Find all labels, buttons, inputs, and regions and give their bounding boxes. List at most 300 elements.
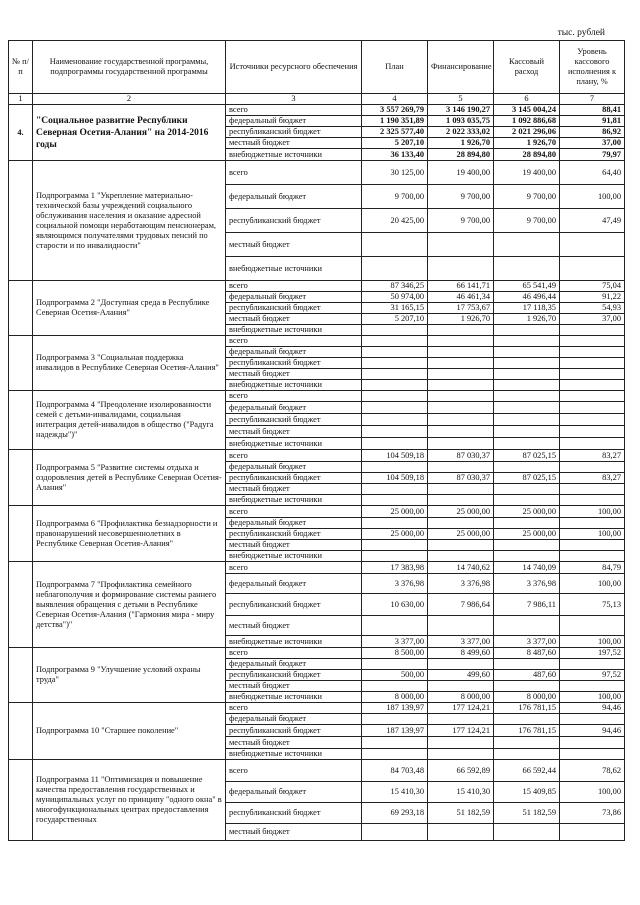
cash-value: 3 377,00 [494,636,560,648]
cash-value [494,347,560,358]
row-number [9,391,33,450]
cash-value: 8 000,00 [494,692,560,703]
financing-value [428,659,494,670]
execution-percent [560,551,625,562]
plan-value [362,369,428,380]
plan-value [362,325,428,336]
funding-source: федеральный бюджет [226,292,362,303]
program-name: Подпрограмма 6 "Профилактика безнадзорности и правонарушений несовершеннолетних в Республике Северная Осетия-Алания" [33,506,226,562]
plan-value [362,540,428,551]
plan-value: 25 000,00 [362,529,428,540]
financing-value [428,325,494,336]
cash-value: 25 000,00 [494,529,560,540]
row-number: 4. [9,105,33,161]
execution-percent: 100,00 [560,185,625,209]
financing-value: 28 894,80 [428,149,494,161]
funding-source: местный бюджет [226,737,362,749]
program-name: Подпрограмма 11 "Оптимизация и повышение качества предоставления государственных и муниципальных услуг по принципу "одного окна" в многофункциональных центрах предоставления государственных [33,760,226,841]
funding-source: республиканский бюджет [226,803,362,824]
execution-percent: 78,62 [560,760,625,782]
cash-value [494,749,560,760]
financing-value: 9 700,00 [428,209,494,233]
financing-value [428,714,494,725]
cash-value: 1 092 886,68 [494,116,560,127]
row-number [9,648,33,703]
table-body [9,105,625,841]
plan-value: 2 325 577,40 [362,127,428,138]
financing-value: 14 740,62 [428,562,494,574]
funding-source: всего [226,506,362,518]
plan-value [362,495,428,506]
funding-source: федеральный бюджет [226,782,362,803]
row-number [9,703,33,760]
financing-value [428,369,494,380]
cash-value [494,257,560,281]
funding-source: местный бюджет [226,369,362,380]
execution-percent [560,380,625,391]
financing-value [428,551,494,562]
execution-percent [560,414,625,426]
cash-value: 15 409,85 [494,782,560,803]
execution-percent: 100,00 [560,574,625,594]
col-number: 6 [494,94,560,105]
header-no: № п/п [9,41,33,94]
plan-value: 15 410,30 [362,782,428,803]
funding-source: местный бюджет [226,233,362,257]
financing-value: 2 022 333,02 [428,127,494,138]
plan-value [362,347,428,358]
execution-percent [560,257,625,281]
plan-value: 36 133,40 [362,149,428,161]
financing-value [428,484,494,495]
execution-percent [560,714,625,725]
cash-value: 65 541,49 [494,281,560,292]
program-name: Подпрограмма 9 "Улучшение условий охраны труда" [33,648,226,703]
program-name: Подпрограмма 7 "Профилактика семейного неблагополучия и формирование системы раннего выявления обращения с детьми в Республике Северная Осетия-Алания ("Гармония мира - миру детства")" [33,562,226,648]
execution-percent: 75,13 [560,594,625,616]
financing-value: 19 400,00 [428,161,494,185]
cash-value: 9 700,00 [494,209,560,233]
financing-value: 66 141,71 [428,281,494,292]
plan-value [362,336,428,347]
financing-value [428,391,494,402]
funding-source: всего [226,450,362,462]
plan-value [362,737,428,749]
execution-percent: 75,04 [560,281,625,292]
header-source: Источники ресурсного обеспечения [226,41,362,94]
funding-source: внебюджетные источники [226,495,362,506]
financing-value: 3 377,00 [428,636,494,648]
execution-percent: 54,93 [560,303,625,314]
funding-source: внебюджетные источники [226,636,362,648]
program-name: Подпрограмма 1 "Укрепление материально-технической базы учреждений социального обслуживания населения и оказание адресной социальной помощи неработающим пенсионерам, являющимся получателями трудовых пенсий по старости и по инвалидности" [33,161,226,281]
plan-value [362,681,428,692]
col-number: 4 [362,94,428,105]
cash-value: 487,60 [494,670,560,681]
cash-value: 1 926,70 [494,138,560,149]
row-number [9,506,33,562]
plan-value [362,551,428,562]
execution-percent: 100,00 [560,529,625,540]
financing-value [428,438,494,450]
plan-value [362,714,428,725]
funding-source: местный бюджет [226,540,362,551]
financing-value [428,540,494,551]
execution-percent: 94,46 [560,725,625,737]
table-row [9,562,625,574]
cash-value [494,495,560,506]
funding-source: федеральный бюджет [226,659,362,670]
plan-value: 3 557 269,79 [362,105,428,116]
plan-value [362,402,428,414]
table-row [9,703,625,714]
execution-percent [560,336,625,347]
cash-value: 176 781,15 [494,725,560,737]
plan-value: 3 376,98 [362,574,428,594]
execution-percent: 100,00 [560,782,625,803]
cash-value [494,681,560,692]
cash-value [494,402,560,414]
plan-value: 20 425,00 [362,209,428,233]
funding-source: внебюджетные источники [226,551,362,562]
funding-source: внебюджетные источники [226,692,362,703]
execution-percent: 97,52 [560,670,625,681]
plan-value [362,380,428,391]
funding-source: федеральный бюджет [226,347,362,358]
execution-percent [560,659,625,670]
funding-source: местный бюджет [226,314,362,325]
funding-source: республиканский бюджет [226,303,362,314]
cash-value: 1 926,70 [494,314,560,325]
execution-percent [560,462,625,473]
funding-source: республиканский бюджет [226,127,362,138]
funding-source: всего [226,760,362,782]
funding-source: республиканский бюджет [226,670,362,681]
table-row [9,506,625,518]
execution-percent [560,540,625,551]
financing-value [428,233,494,257]
funding-source: республиканский бюджет [226,529,362,540]
funding-source: федеральный бюджет [226,185,362,209]
execution-percent: 88,41 [560,105,625,116]
plan-value [362,749,428,760]
funding-source: всего [226,703,362,714]
financing-value: 499,60 [428,670,494,681]
table-row [9,391,625,402]
financing-value: 66 592,89 [428,760,494,782]
col-number: 3 [226,94,362,105]
plan-value: 10 630,00 [362,594,428,616]
header-financing: Финансирование [428,41,494,94]
cash-value: 17 118,35 [494,303,560,314]
execution-percent: 47,49 [560,209,625,233]
plan-value: 9 700,00 [362,185,428,209]
execution-percent [560,391,625,402]
funding-source: всего [226,391,362,402]
funding-source: федеральный бюджет [226,402,362,414]
financing-value: 177 124,21 [428,703,494,714]
funding-source: республиканский бюджет [226,358,362,369]
row-number [9,760,33,841]
financing-value: 8 000,00 [428,692,494,703]
cash-value: 7 986,11 [494,594,560,616]
cash-value: 46 496,44 [494,292,560,303]
financing-value [428,824,494,841]
execution-percent: 64,40 [560,161,625,185]
financing-value: 17 753,67 [428,303,494,314]
header-cash: Кассовый расход [494,41,560,94]
cash-value [494,714,560,725]
financing-value: 3 376,98 [428,574,494,594]
funding-source: местный бюджет [226,138,362,149]
plan-value [362,358,428,369]
plan-value: 5 207,10 [362,314,428,325]
execution-percent: 86,92 [560,127,625,138]
financing-value [428,518,494,529]
plan-value: 5 207,10 [362,138,428,149]
table-row [9,281,625,292]
execution-percent [560,616,625,636]
execution-percent: 91,81 [560,116,625,127]
funding-source: федеральный бюджет [226,116,362,127]
table-row [9,648,625,659]
funding-source: внебюджетные источники [226,438,362,450]
cash-value: 14 740,09 [494,562,560,574]
financing-value: 25 000,00 [428,506,494,518]
col-number: 2 [33,94,226,105]
funding-source: федеральный бюджет [226,574,362,594]
plan-value: 69 293,18 [362,803,428,824]
program-name: Подпрограмма 3 "Социальная поддержка инвалидов в Республике Северная Осетия-Алания" [33,336,226,391]
row-number [9,562,33,648]
execution-percent [560,824,625,841]
financing-value: 15 410,30 [428,782,494,803]
program-name: Подпрограмма 4 "Преодоление изолированности семей с детьми-инвалидами, социальная интеграция детей-инвалидов в общество ("Радуга надежды")" [33,391,226,450]
table-row [9,450,625,462]
execution-percent [560,369,625,380]
cash-value: 25 000,00 [494,506,560,518]
financing-value: 87 030,37 [428,450,494,462]
plan-value: 104 509,18 [362,450,428,462]
cash-value: 8 487,60 [494,648,560,659]
financing-value [428,462,494,473]
header-name: Наименование государственной программы, подпрограммы государственной программы [33,41,226,94]
cash-value [494,233,560,257]
plan-value: 187 139,97 [362,703,428,714]
funding-source: внебюджетные источники [226,380,362,391]
financing-value: 3 146 190,27 [428,105,494,116]
funding-source: федеральный бюджет [226,518,362,529]
cash-value [494,540,560,551]
funding-source: федеральный бюджет [226,714,362,725]
plan-value [362,824,428,841]
funding-source: всего [226,336,362,347]
plan-value: 1 190 351,89 [362,116,428,127]
financing-value [428,414,494,426]
row-number [9,281,33,336]
plan-value: 104 509,18 [362,473,428,484]
plan-value [362,616,428,636]
program-name: "Социальное развитие Республики Северная Осетия-Алания" на 2014-2016 годы [33,105,226,161]
cash-value [494,380,560,391]
cash-value [494,737,560,749]
financing-value: 8 499,60 [428,648,494,659]
execution-percent: 73,86 [560,803,625,824]
table-row [9,336,625,347]
execution-percent: 37,00 [560,138,625,149]
plan-value: 3 377,00 [362,636,428,648]
cash-value [494,824,560,841]
cash-value: 28 894,80 [494,149,560,161]
cash-value: 9 700,00 [494,185,560,209]
execution-percent: 91,22 [560,292,625,303]
plan-value: 8 500,00 [362,648,428,659]
financing-value [428,380,494,391]
financing-value: 1 093 035,75 [428,116,494,127]
financing-value: 51 182,59 [428,803,494,824]
plan-value [362,518,428,529]
cash-value [494,325,560,336]
cash-value [494,358,560,369]
execution-percent: 100,00 [560,506,625,518]
execution-percent: 100,00 [560,692,625,703]
funding-source: всего [226,161,362,185]
plan-value: 8 000,00 [362,692,428,703]
financing-value: 7 986,64 [428,594,494,616]
funding-source: местный бюджет [226,426,362,438]
execution-percent: 83,27 [560,473,625,484]
cash-value [494,369,560,380]
funding-source: всего [226,562,362,574]
col-number: 1 [9,94,33,105]
execution-percent: 94,46 [560,703,625,714]
funding-source: республиканский бюджет [226,209,362,233]
financing-value [428,681,494,692]
row-number [9,161,33,281]
cash-value: 19 400,00 [494,161,560,185]
unit-label: тыс. рублей [557,28,605,38]
execution-percent [560,233,625,257]
financing-value: 25 000,00 [428,529,494,540]
funding-source: всего [226,105,362,116]
plan-value: 50 974,00 [362,292,428,303]
execution-percent [560,347,625,358]
row-number [9,336,33,391]
funding-source: местный бюджет [226,484,362,495]
funding-source: местный бюджет [226,616,362,636]
row-number [9,450,33,506]
execution-percent [560,737,625,749]
program-name: Подпрограмма 5 "Развитие системы отдыха и оздоровления детей в Республике Северная Осетия-Алания" [33,450,226,506]
plan-value [362,462,428,473]
plan-value [362,659,428,670]
table-row [9,760,625,782]
cash-value [494,426,560,438]
plan-value: 84 703,48 [362,760,428,782]
execution-percent: 84,79 [560,562,625,574]
table-row [9,105,625,116]
funding-source: местный бюджет [226,824,362,841]
financing-value [428,426,494,438]
plan-value [362,438,428,450]
funding-source: республиканский бюджет [226,725,362,737]
header-level: Уровень кассового исполнения к плану, % [560,41,625,94]
cash-value [494,518,560,529]
funding-source: внебюджетные источники [226,149,362,161]
program-name: Подпрограмма 10 "Старшее поколение" [33,703,226,760]
funding-source: республиканский бюджет [226,414,362,426]
execution-percent [560,402,625,414]
budget-table [8,40,625,841]
cash-value [494,391,560,402]
execution-percent [560,358,625,369]
plan-value: 500,00 [362,670,428,681]
plan-value: 31 165,15 [362,303,428,314]
execution-percent: 100,00 [560,636,625,648]
cash-value [494,484,560,495]
plan-value [362,414,428,426]
cash-value: 3 376,98 [494,574,560,594]
table-row [9,161,625,185]
plan-value: 25 000,00 [362,506,428,518]
financing-value [428,358,494,369]
financing-value [428,737,494,749]
execution-percent [560,426,625,438]
plan-value: 187 139,97 [362,725,428,737]
execution-percent [560,325,625,336]
funding-source: местный бюджет [226,681,362,692]
cash-value: 51 182,59 [494,803,560,824]
cash-value: 3 145 004,24 [494,105,560,116]
financing-value [428,616,494,636]
financing-value [428,336,494,347]
financing-value: 87 030,37 [428,473,494,484]
execution-percent [560,749,625,760]
cash-value [494,616,560,636]
execution-percent [560,484,625,495]
financing-value: 46 461,34 [428,292,494,303]
execution-percent: 197,52 [560,648,625,659]
funding-source: федеральный бюджет [226,462,362,473]
cash-value: 176 781,15 [494,703,560,714]
funding-source: внебюджетные источники [226,749,362,760]
cash-value: 66 592,44 [494,760,560,782]
cash-value: 2 021 296,06 [494,127,560,138]
financing-value: 1 926,70 [428,314,494,325]
plan-value [362,484,428,495]
plan-value: 17 383,98 [362,562,428,574]
funding-source: всего [226,281,362,292]
financing-value [428,347,494,358]
funding-source: республиканский бюджет [226,594,362,616]
plan-value: 30 125,00 [362,161,428,185]
execution-percent: 79,97 [560,149,625,161]
funding-source: всего [226,648,362,659]
execution-percent: 37,00 [560,314,625,325]
cash-value: 87 025,15 [494,473,560,484]
plan-value [362,391,428,402]
execution-percent [560,495,625,506]
funding-source: внебюджетные источники [226,325,362,336]
plan-value [362,257,428,281]
cash-value [494,462,560,473]
plan-value [362,426,428,438]
financing-value [428,402,494,414]
financing-value: 177 124,21 [428,725,494,737]
financing-value [428,257,494,281]
col-number: 5 [428,94,494,105]
cash-value [494,551,560,562]
